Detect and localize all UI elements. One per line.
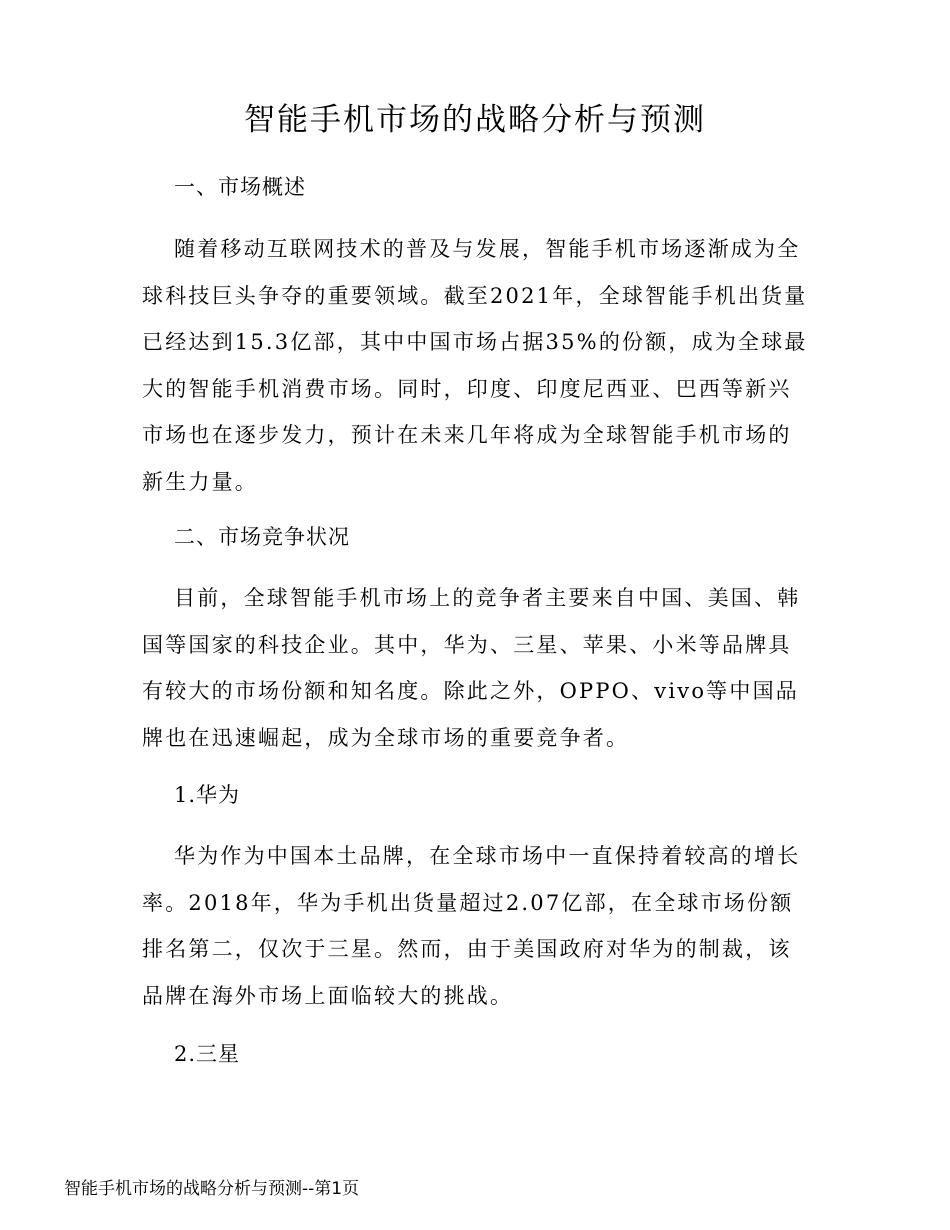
section-heading-overview: 一、市场概述 bbox=[174, 175, 306, 199]
page-footer: 智能手机市场的战略分析与预测--第1页 bbox=[64, 1179, 360, 1199]
section-heading-competition: 二、市场竞争状况 bbox=[174, 525, 350, 549]
paragraph-huawei: 华为作为中国本土品牌，在全球市场中一直保持着较高的增长率。2018年，华为手机出货量超过2.07亿部，在全球市场份额排名第二，仅次于三星。然而，由于美国政府对华为的制裁，该品牌在海外市场上面临较大的挑战。 bbox=[142, 844, 801, 1008]
paragraph-competition: 目前，全球智能手机市场上的竞争者主要来自中国、美国、韩国等国家的科技企业。其中，华为、三星、苹果、小米等品牌具有较大的市场份额和知名度。除此之外，OPPO、vivo等中国品牌也在迅速崛起，成为全球市场的重要竞争者。 bbox=[142, 586, 801, 750]
paragraph-overview: 随着移动互联网技术的普及与发展，智能手机市场逐渐成为全球科技巨头争夺的重要领域。截至2021年，全球智能手机出货量已经达到15.3亿部，其中中国市场占据35%的份额，成为全球最大的智能手机消费市场。同时，印度、印度尼西亚、巴西等新兴市场也在逐步发力，预计在未来几年将成为全球智能手机市场的新生力量。 bbox=[142, 237, 808, 494]
subsection-heading-samsung: 2.三星 bbox=[174, 1042, 241, 1066]
subsection-heading-huawei: 1.华为 bbox=[174, 783, 241, 807]
page-title: 智能手机市场的战略分析与预测 bbox=[244, 102, 706, 138]
